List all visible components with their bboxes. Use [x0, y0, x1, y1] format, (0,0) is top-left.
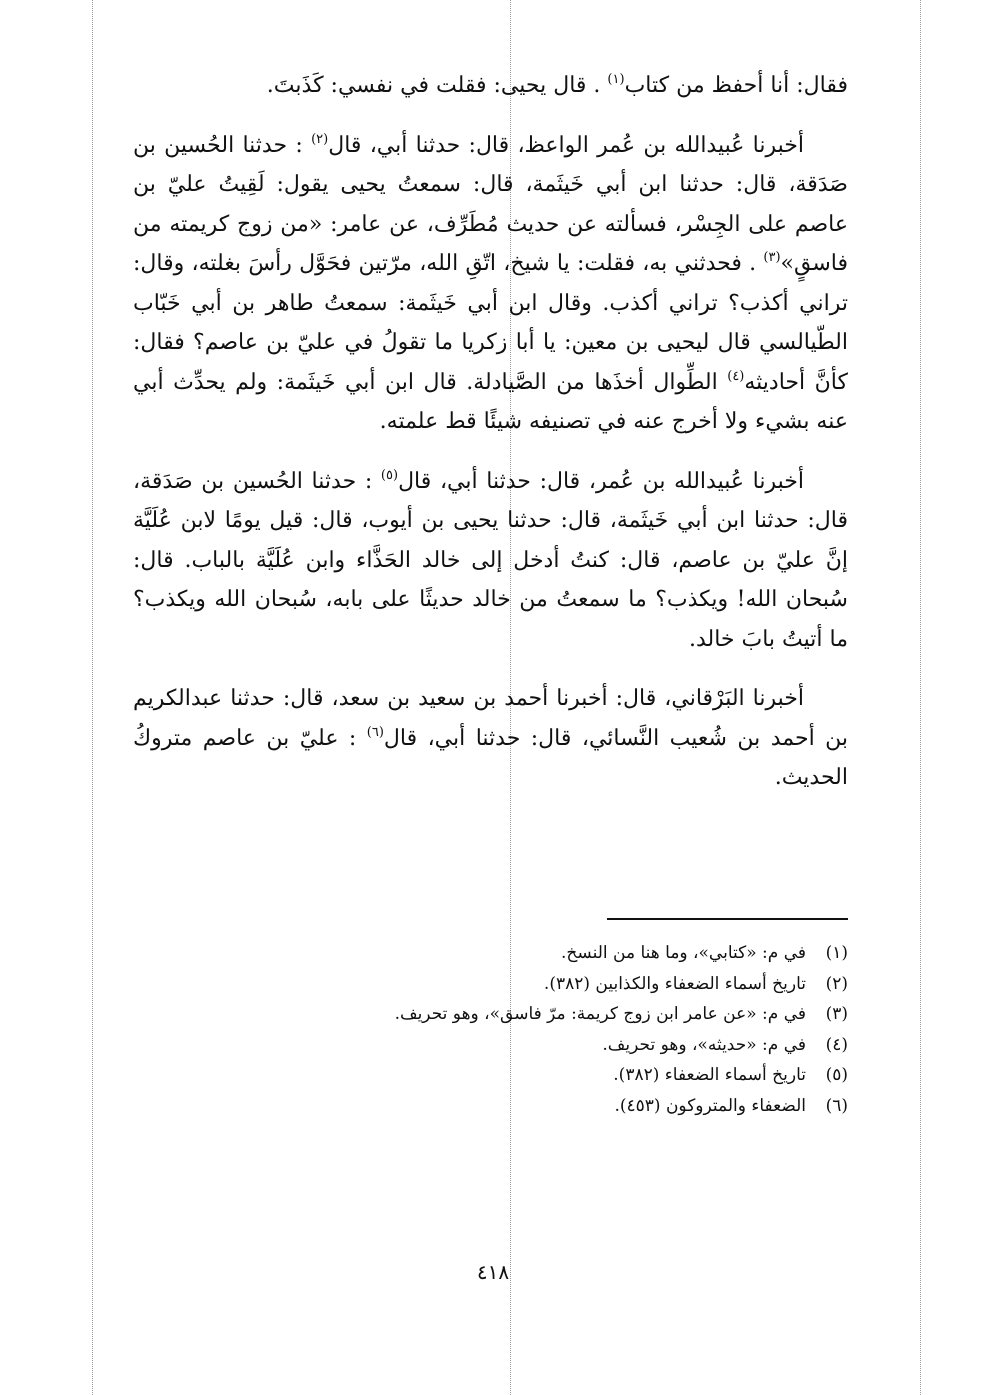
- footnote-number: (٥): [825, 1065, 848, 1085]
- text-run: : حدثنا الحُسين بن صَدَقة، قال: حدثنا ابن أبي خَيثَمة، قال: حدثنا يحيى بن أيوب، قال: قيل يومًا لابن عُلَيَّة إنَّ عليّ بن عاصم، قال: كنتُ أدخل إلى خالد الحَذَّاء وابن عُلَيَّة بالباب. قال: سُبحان الله! ويكذب؟ ما سمعتُ من خالد حديثًا على بابه، سُبحان الله ويكذب؟ ما أتيتُ بابَ خالد.: [133, 468, 848, 652]
- footnote-marker: (٦): [366, 724, 384, 740]
- paragraph: [133, 679, 848, 798]
- footnote-number: (٢): [825, 973, 848, 994]
- text-run: أخبرنا عُبيدالله بن عُمر الواعظ، قال: حدثنا أبي، قال: [328, 132, 804, 158]
- footnote-number: (٦): [825, 1095, 848, 1116]
- paragraph: [133, 462, 848, 660]
- main-text: [133, 66, 848, 798]
- footnote: [300, 999, 848, 1030]
- footnote: [300, 969, 848, 1000]
- footnote-marker: (٥): [380, 467, 399, 483]
- text-run: فقال: أنا أحفظ من كتاب: [624, 73, 848, 98]
- footnote-marker: (٢): [311, 131, 329, 147]
- paragraph: [133, 126, 848, 442]
- footnote-marker: (٣): [763, 250, 781, 265]
- footnote-number: (٣): [825, 1004, 848, 1024]
- footnote-marker: (١): [607, 72, 625, 87]
- text-run: . فحدثني به، فقلت: يا شيخ، اتّقِ الله، مرّتين فحَوَّل رأسَ بغلته، وقال: تراني أكذب؟ تراني أكذب. وقال ابن أبي خَيثَمة: سمعتُ طاهر بن أبي خَبّاب الطّيالسي قال ليحيى بن معين: يا أبا زكريا ما تقولُ في عليّ بن عاصم؟ فقال: كأنَّ أحاديثه: [133, 251, 848, 395]
- text-run: : عليّ بن عاصم متروكُ الحديث.: [133, 725, 848, 790]
- footnote-text: في م: «حديثه»، وهو تحريف.: [602, 1034, 806, 1055]
- text-run: الطِّوال أخذَها من الصَّيادلة. قال ابن أبي خَيثَمة: ولم يحدِّث أبي عنه بشيء ولا أخرج عنه في تصنيفه شيئًا قط علمته.: [133, 369, 848, 434]
- footnote: [300, 938, 848, 969]
- page-number: ٤١٨: [476, 1260, 510, 1284]
- scan-margin-left: [92, 0, 93, 1395]
- footnote: [300, 1060, 848, 1091]
- footnote-number: (١): [825, 943, 848, 963]
- footnote: [300, 1030, 848, 1061]
- footnote-rule: [607, 918, 848, 920]
- text-run: أخبرنا البَرْقاني، قال: أخبرنا أحمد بن سعيد بن سعد، قال: حدثنا عبدالكريم بن أحمد بن شُعيب النَّسائي، قال: حدثنا أبي، قال: [133, 686, 849, 751]
- footnote-text: في م: «عن عامر ابن زوج كريمة: مرّ فاسق»، وهو تحريف.: [394, 1004, 806, 1024]
- footnote-text: تاريخ أسماء الضعفاء (٣٨٢).: [613, 1065, 806, 1085]
- paragraph: [133, 66, 848, 106]
- text-run: أخبرنا عُبيدالله بن عُمر، قال: حدثنا أبي، قال: [398, 468, 804, 494]
- footnote-text: الضعفاء والمتروكون (٤٥٣).: [614, 1095, 806, 1116]
- footnote-number: (٤): [825, 1034, 848, 1055]
- footnote-marker: (٤): [727, 368, 745, 384]
- footnote-text: في م: «كتابي»، وما هنا من النسخ.: [561, 943, 806, 963]
- text-run: . قال يحيى: فقلت في نفسي: كَذَبتَ.: [266, 73, 608, 98]
- scan-margin-right: [920, 0, 921, 1395]
- footnote-text: تاريخ أسماء الضعفاء والكذابين (٣٨٢).: [543, 973, 806, 994]
- text-run: : حدثنا الحُسين بن صَدَقة، قال: حدثنا ابن أبي خَيثَمة، قال: سمعتُ يحيى يقول: لَقِيتُ عليّ بن عاصم على الجِسْر، فسألته عن حديث مُطَرِّف، عن عامر: «من زوج كريمته من فاسقٍ»: [133, 132, 848, 276]
- footnote: [300, 1091, 848, 1122]
- footnotes: [300, 938, 848, 1121]
